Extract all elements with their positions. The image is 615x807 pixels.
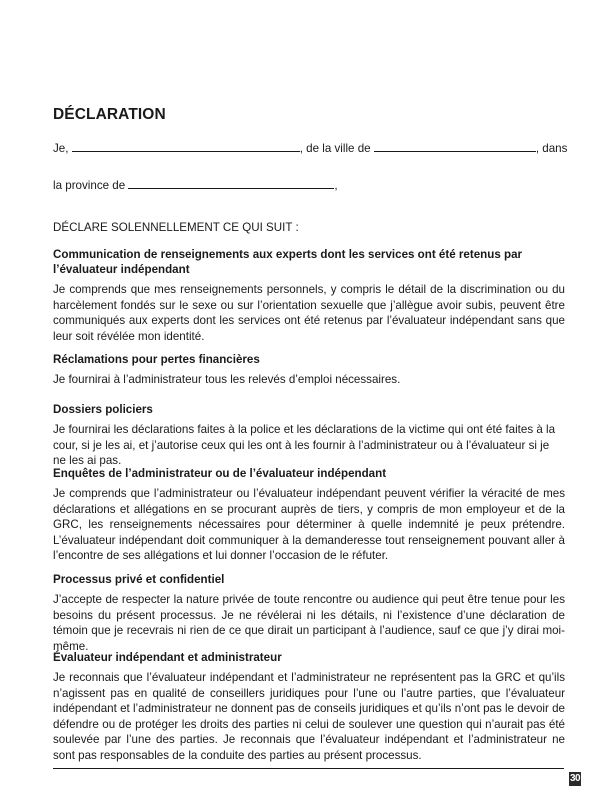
page-number-badge: 30	[569, 773, 581, 784]
section-heading: Réclamations pour pertes financières	[53, 353, 260, 366]
section-body: Je comprends que l’administrateur ou l’évaluateur indépendant peuvent vérifier la véracité de mes déclarations et allégations en se procurant auprès de tiers, y compris de mon employeur et de la GRC, les renseignements nécessaires pour déterminer à quelle indemnité je peux prétendre. L’évaluateur indépendant doit communiquer à la demanderesse tout renseignement pouvant aller à l’encontre de ses allégations et lui donner l’occasion de le réfuter.	[53, 487, 565, 563]
province-intro: , dans	[535, 142, 568, 155]
section-body: Je reconnais que l’évaluateur indépendant et l’administrateur ne représentent pas la GRC et qu’ils n’agissent pas en qualité de conseillers juridiques pour l’une ou l’autre parties, que l’évaluateur indépendant et l’administrateur ne donnent pas de conseils juridiques et qu’ils n’ont pas le devoir de défendre ou de protéger les droits des parties ni celui de soulever une question qui n’aurait pas été soulevée par l’une des parties. Je reconnais que l’évaluateur indépendant et l’administrateur ne sont pas responsables de la conduite des parties au présent processus.	[53, 671, 565, 762]
province-blank-field[interactable]	[128, 177, 334, 189]
section-investigations	[53, 466, 565, 564]
section-body: Je comprends que mes renseignements personnels, y compris le détail de la discrimination ou du harcèlement fondés sur le sexe ou sur l’orientation sexuelle que j’allègue avoir subis, peuvent être communiqués aux experts dont les services ont été retenus par l’évaluateur indépendant sans que leur soit révélée mon identité.	[53, 283, 565, 343]
section-evaluator-administrator	[53, 650, 565, 764]
solemn-declaration-heading: DÉCLARE SOLENNELLEMENT CE QUI SUIT :	[53, 221, 299, 234]
section-private-process	[53, 572, 565, 654]
province-line	[53, 177, 338, 192]
section-expert-communication	[53, 247, 565, 344]
city-blank-field[interactable]	[374, 140, 536, 152]
section-heading: Processus privé et confidentiel	[53, 573, 225, 586]
province-suffix: ,	[334, 179, 338, 192]
section-body: J’accepte de respecter la nature privée de toute rencontre ou audience qui peut être tenue pour les besoins du présent processus. Je ne révélerai ni les détails, ni l’existence d’une déclaration de témoin que je recevrais ni rien de ce que dirait un participant à l’audience, sauf ce que j’y dirai moi-même.	[53, 593, 565, 653]
section-heading: Communication de renseignements aux experts dont les services ont été retenus par l’évaluateur indépendant	[53, 248, 523, 276]
section-heading: Enquêtes de l’administrateur ou de l’évaluateur indépendant	[53, 467, 387, 480]
section-police-records	[53, 402, 565, 469]
city-label: , de la ville de	[299, 142, 371, 155]
section-heading: Évaluateur indépendant et administrateur	[53, 651, 282, 664]
name-prefix: Je,	[53, 142, 69, 155]
page-title: DÉCLARATION	[53, 106, 166, 123]
section-body: Je fournirai les déclarations faites à la police et les déclarations de la victime qui ont été faites à la cour, si je les ai, et j’autorise ceux qui les ont à les fournir à l’administrateur ou à l’évaluateur si je ne les ai pas.	[53, 423, 556, 468]
section-body: Je fournirai à l’administrateur tous les relevés d’emploi nécessaires.	[53, 373, 401, 386]
section-heading: Dossiers policiers	[53, 403, 153, 416]
name-blank-field[interactable]	[72, 140, 300, 152]
footer-divider	[53, 768, 564, 769]
province-label: la province de	[53, 179, 126, 192]
name-city-line	[53, 140, 567, 155]
section-financial-losses	[53, 352, 565, 388]
